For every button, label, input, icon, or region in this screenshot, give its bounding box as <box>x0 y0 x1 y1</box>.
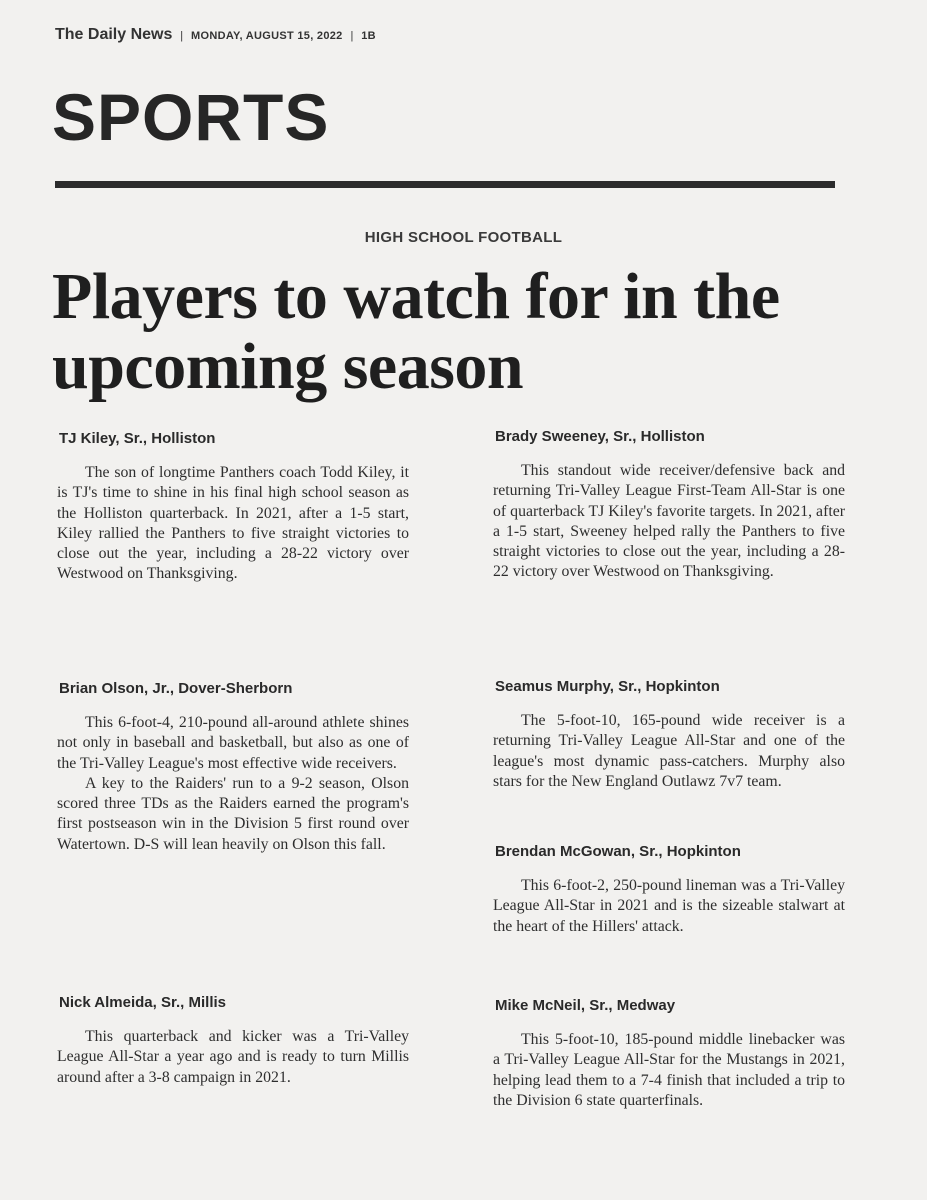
player-name: TJ Kiley, Sr., Holliston <box>59 430 216 447</box>
player-name: Seamus Murphy, Sr., Hopkinton <box>495 678 720 695</box>
bio-paragraph: This 6-foot-4, 210-pound all-around athlete shines not only in baseball and basketball, but also as one of the Tri-Valley League's most effective wide receivers. <box>57 714 409 772</box>
page-number: 1B <box>361 30 376 42</box>
player-name: Brian Olson, Jr., Dover-Sherborn <box>59 680 293 697</box>
player-profile <box>57 430 409 585</box>
masthead-separator: | <box>180 30 184 42</box>
player-profile <box>493 678 845 792</box>
masthead <box>55 26 376 44</box>
player-bio <box>57 713 409 855</box>
article-kicker: HIGH SCHOOL FOOTBALL <box>364 229 563 246</box>
player-bio <box>493 1030 845 1111</box>
bio-paragraph: The son of longtime Panthers coach Todd Kiley, it is TJ's time to shine in his final high school season as the Holliston quarterback. In 2021, after a 1-5 start, Kiley rallied the Panthers to five straight victories to close out the year, including a 28-22 victory over Westwood on Thanksgiving. <box>57 464 409 583</box>
bio-paragraph: This standout wide receiver/defensive back and returning Tri-Valley League First-Team All-Star is one of quarterback TJ Kiley's favorite targets. In 2021, after a 1-5 start, Sweeney helped rally the Panthers to five straight victories to close out the year, including a 28-22 victory over Westwood on Thanksgiving. <box>493 462 845 581</box>
player-name: Brady Sweeney, Sr., Holliston <box>495 428 705 445</box>
player-profile <box>493 997 845 1111</box>
player-profile <box>57 680 409 855</box>
player-profile <box>493 428 845 583</box>
bio-paragraph: A key to the Raiders' run to a 9-2 season, Olson scored three TDs as the Raiders earned the program's first postseason win in the Division 5 first round over Watertown. D-S will lean heavily on Olson this fall. <box>57 774 409 853</box>
article-headline: Players to watch for in the upcoming season <box>52 260 780 403</box>
masthead-separator: | <box>350 30 354 42</box>
section-rule <box>55 181 835 188</box>
newspaper-name: The Daily News <box>55 26 173 43</box>
player-bio <box>493 461 845 583</box>
player-profile <box>493 843 845 937</box>
section-title: SPORTS <box>52 80 330 154</box>
bio-paragraph: The 5-foot-10, 165-pound wide receiver is a returning Tri-Valley League All-Star and one of the league's most dynamic pass-catchers. Murphy also stars for the New England Outlawz 7v7 team. <box>493 712 845 790</box>
bio-paragraph: This quarterback and kicker was a Tri-Valley League All-Star a year ago and is ready to turn Millis around after a 3-8 campaign in 2021. <box>57 1028 409 1086</box>
player-bio <box>57 1027 409 1088</box>
player-bio <box>57 463 409 585</box>
player-name: Brendan McGowan, Sr., Hopkinton <box>495 843 741 860</box>
player-bio <box>493 711 845 792</box>
bio-paragraph: This 6-foot-2, 250-pound lineman was a Tri-Valley League All-Star in 2021 and is the sizeable stalwart at the heart of the Hillers' attack. <box>493 877 845 935</box>
player-name: Mike McNeil, Sr., Medway <box>495 997 676 1014</box>
player-name: Nick Almeida, Sr., Millis <box>59 994 227 1011</box>
issue-date: MONDAY, AUGUST 15, 2022 <box>191 30 343 42</box>
player-profile <box>57 994 409 1088</box>
bio-paragraph: This 5-foot-10, 185-pound middle linebacker was a Tri-Valley League All-Star for the Mustangs in 2021, helping lead them to a 7-4 finish that included a trip to the Division 6 state quarterfinals. <box>493 1031 845 1109</box>
player-bio <box>493 876 845 937</box>
